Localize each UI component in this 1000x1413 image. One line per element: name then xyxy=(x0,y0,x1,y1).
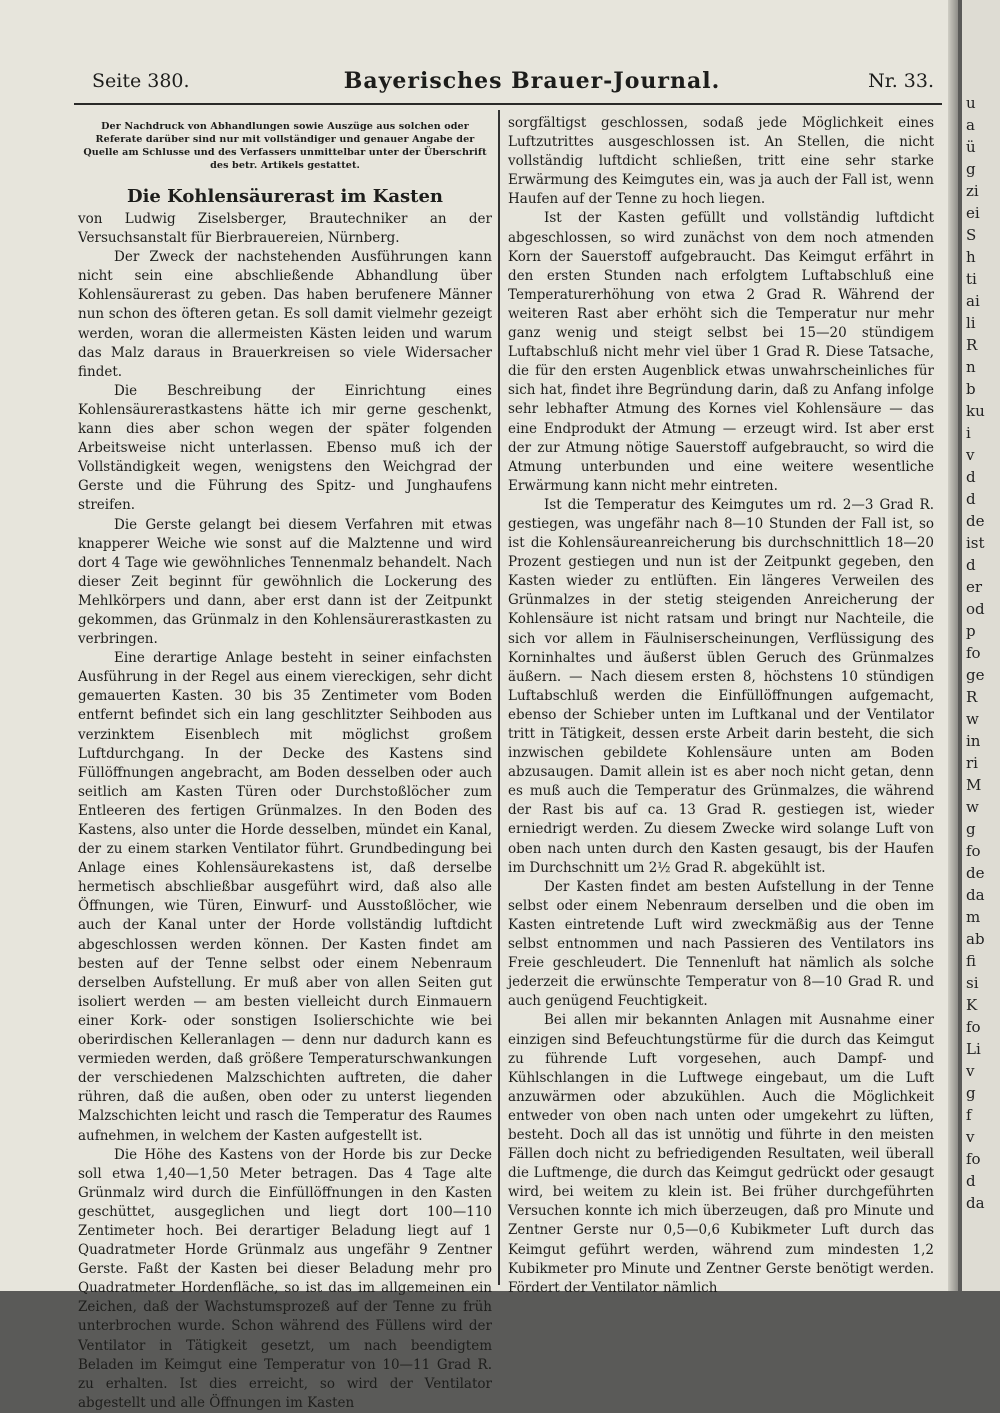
adjacent-page-fragment: de xyxy=(966,512,985,530)
adjacent-page-fragment: od xyxy=(966,600,985,618)
paragraph: Bei allen mir bekannten Anlagen mit Ausnahme einer einzigen sind Befeuchtungstürme für die durch das Keimgut zu führende Luft vorgesehen, auch Dampf- und Kühlschlangen in die Luftwege eingebaut, um die Luft anzuwärmen oder abzukühlen. Auch die Möglichkeit entweder von oben nach unten oder umgekehrt zu lüften, besteht. Doch all das ist unnötig und führte in den meisten Fällen doch nicht zu befriedigenden Resultaten, weil überall die Luftmenge, die durch das Keimgut gedrückt oder gesaugt wird, bei weitem zu klein ist. Bei früher durchgeführten Versuchen konnte ich mich überzeugen, daß pro Minute und Zentner Gerste nur 0,5—0,6 Kubikmeter Luft durch das Keimgut geführt werden, während zum mindesten 1,2 Kubikmeter pro Minute und Zentner Gerste benötigt werden. Fördert der Ventilator nämlich xyxy=(508,1012,934,1296)
adjacent-page-fragment: w xyxy=(966,710,979,728)
paragraph: Ist die Temperatur des Keimgutes um rd. 2—3 Grad R. gestiegen, was ungefähr nach 8—10 Stunden der Fall ist, so ist die Kohlensäureanreicherung bis durchschnittlich 18—20 Prozent gestiegen und nun ist der Zeitpunkt gegeben, den Kasten wieder zu entlüften. Ein längeres Verweilen des Grünmalzes in der stetig steigenden Anreicherung der Kohlensäure ist nicht ratsam und bringt nur Nachteile, die sich vor allem in Fäulniserscheinungen, Verflüssigung des Korninhaltes und äußerst üblen Geruch des Grünmalzes äußern. — Nach diesem ersten 8, höchstens 10 stündigen Luftabschluß werden die Einfüllöffnungen aufgemacht, ebenso der Schieber unten im Luftkanal und der Ventilator tritt in Tätigkeit, dessen erste Arbeit darin besteht, die sich inzwischen gebildete Kohlensäure unten am Boden abzusaugen. Damit allein ist es aber noch nicht getan, denn es muß auch die Temperatur des Grünmalzes, die während der Rast bis auf ca. 13 Grad R. gestiegen ist, wieder erniedrigt werden. Zu diesem Zwecke wird solange Luft von oben nach unten durch den Kasten gesaugt, bis der Haufen im Durchschnitt um 2½ Grad R. abgekühlt ist. xyxy=(508,496,934,876)
paragraph: sorgfältigst geschlossen, sodaß jede Möglichkeit eines Luftzutrittes ausgeschlossen ist. An Stellen, die nicht vollständig luftdicht schließen, tritt eine sehr starke Erwärmung des Keimgutes ein, was ja auch der Fall ist, wenn Haufen auf der Tenne zu hoch liegen. xyxy=(508,115,934,208)
paragraph: Die Gerste gelangt bei diesem Verfahren mit etwas knapperer Weiche wie sonst auf die Malztenne und wird dort 4 Tage wie gewöhnliches Tennenmalz behandelt. Nach dieser Zeit beginnt für gewöhnlich die Lockerung des Mehlkörpers und dann, aber erst dann ist der Zeitpunkt gekommen, das Grünmalz in den Kohlensäurerastkasten zu verbringen. xyxy=(78,516,492,648)
adjacent-page-fragment: ab xyxy=(966,930,985,948)
paragraph: Die Beschreibung der Einrichtung eines Kohlensäurerastkastens hätte ich mir gerne geschenkt, kann dies aber schon wegen der später folgenden Arbeitsweise nicht unterlassen. Ebenso muß ich der Vollständigkeit wegen, wenigstens den Weichgrad der Gerste und die Führung des Spitz- und Junghaufens streifen. xyxy=(78,382,492,514)
adjacent-page-fragment: w xyxy=(966,798,979,816)
column-divider xyxy=(498,110,500,1285)
adjacent-page-fragment: zi xyxy=(966,182,979,200)
adjacent-page-fragment: Li xyxy=(966,1040,981,1058)
page-header xyxy=(92,70,934,98)
adjacent-page-fragment: M xyxy=(966,776,982,794)
adjacent-page-fragment: fo xyxy=(966,842,981,860)
issue-number: Nr. 33. xyxy=(868,70,934,92)
adjacent-page-fragment: ei xyxy=(966,204,980,222)
adjacent-page-fragment: d xyxy=(966,468,976,486)
adjacent-page-fragment: ü xyxy=(966,138,976,156)
header-rule xyxy=(74,103,942,105)
adjacent-page-fragment: da xyxy=(966,886,985,904)
adjacent-page-fragment: R xyxy=(966,688,978,706)
article-byline: von Ludwig Ziselsberger, Brautechniker an der Versuchsanstalt für Bierbrauereien, Nürnberg. xyxy=(78,211,492,247)
paragraph: Eine derartige Anlage besteht in seiner einfachsten Ausführung in der Regel aus einem viereckigen, sehr dicht gemauerten Kasten. 30 bis 35 Zentimeter vom Boden entfernt befindet sich ein lang geschlitzter Seihboden aus verzinktem Eisenblech mit möglichst großem Luftdurchgang. In der Decke des Kastens sind Füllöffnungen angebracht, am Boden desselben oder auch seitlich am Kasten Türen oder Durchstoßlöcher zum Entleeren des fertigen Grünmalzes. In den Boden des Kastens, also unter die Horde desselben, mündet ein Kanal, der zu einem starken Ventilator führt. Grundbedingung bei Anlage eines Kohlensäurekastens ist, daß derselbe hermetisch abschließbar ausgeführt wird, daß also alle Öffnungen, wie Türen, Einwurf- und Ausstoßlöcher, wie auch der Kanal unter der Horde vollständig luftdicht abgeschlossen werden können. Der Kasten findet am besten auf der Tenne selbst oder einem Nebenraum derselben Aufstellung. Er muß aber von allen Seiten gut isoliert werden — am besten vielleicht durch Einmauern einer Kork- oder sonstigen Isolierschichte wie bei oberirdischen Kelleranlagen — denn nur dadurch kann es vermieden werden, daß größere Temperaturschwankungen der verschiedenen Malzschichten auftreten, die daher rühren, daß die außen, oben oder zu unterst liegenden Malzschichten leicht und rasch die Temperatur des Raumes aufnehmen, in welchem der Kasten aufgestellt ist. xyxy=(78,650,492,1144)
adjacent-page-fragment: h xyxy=(966,248,976,266)
adjacent-page-fragment: er xyxy=(966,578,983,596)
adjacent-page-edge xyxy=(962,0,1000,1291)
adjacent-page-fragment: i xyxy=(966,424,971,442)
adjacent-page-fragment: si xyxy=(966,974,979,992)
adjacent-page-fragment: ti xyxy=(966,270,977,288)
adjacent-page-fragment: d xyxy=(966,556,976,574)
adjacent-page-fragment: fi xyxy=(966,952,977,970)
article-title: Die Kohlensäurerast im Kasten xyxy=(126,186,443,207)
adjacent-page-fragment: g xyxy=(966,160,976,178)
adjacent-page-fragment: v xyxy=(966,446,975,464)
adjacent-page-fragment: n xyxy=(966,358,976,376)
journal-title: Bayerisches Brauer-Journal. xyxy=(343,68,721,94)
adjacent-page-fragment: fo xyxy=(966,1018,981,1036)
adjacent-page-fragment: li xyxy=(966,314,976,332)
adjacent-page-fragment: fo xyxy=(966,644,981,662)
reprint-notice: Der Nachdruck von Abhandlungen sowie Auszüge aus solchen oder Referate darüber sind nur mit vollständiger und genauer Angabe der Quelle am Schlusse und des Verfassers unmittelbar unter der Überschrift des betr. Artikels gestattet. xyxy=(83,121,487,171)
adjacent-page-fragment: ge xyxy=(966,666,985,684)
adjacent-page-fragment: v xyxy=(966,1128,975,1146)
left-column xyxy=(78,112,492,1411)
adjacent-page-fragment: d xyxy=(966,1172,976,1190)
adjacent-page-fragment: S xyxy=(966,226,977,244)
adjacent-page-fragment: b xyxy=(966,380,976,398)
right-column xyxy=(508,114,934,1296)
adjacent-page-fragment: f xyxy=(966,1106,972,1124)
adjacent-page-fragment: ri xyxy=(966,754,978,772)
page-gutter xyxy=(948,0,958,1291)
paragraph: Der Kasten findet am besten Aufstellung in der Tenne selbst oder einem Nebenraum derselben und die oben im Kasten eintretende Luft wird zweckmäßig aus der Tenne selbst entnommen und nach Passieren des Ventilators ins Freie geschleudert. Die Tennenluft hat nämlich als solche jederzeit die erwünschte Temperatur von 8—10 Grad R. und auch genügend Feuchtigkeit. xyxy=(508,878,934,1010)
adjacent-page-fragment: d xyxy=(966,490,976,508)
adjacent-page-fragment: ist xyxy=(966,534,985,552)
adjacent-page-fragment: ai xyxy=(966,292,980,310)
paragraph: Der Zweck der nachstehenden Ausführungen kann nicht sein eine abschließende Abhandlung über Kohlensäurerast zu geben. Das haben berufenere Männer nun schon des öfteren getan. Es soll damit vielmehr gezeigt werden, woran die allermeisten Kästen leiden und warum das Malz daraus in Brauerkreisen so viele Widersacher findet. xyxy=(78,249,492,380)
adjacent-page-fragment: in xyxy=(966,732,981,750)
paragraph: Ist der Kasten gefüllt und vollständig luftdicht abgeschlossen, so wird zunächst von dem noch atmenden Korn der Sauerstoff aufgebraucht. Das Keimgut erfährt in den ersten Stunden nach erfolgtem Luftabschluß eine Temperaturerhöhung von etwa 2 Grad R. Während der weiteren Rast aber erhöht sich die Temperatur nur mehr ganz wenig und steigt selbst bei 15—20 stündigem Luftabschluß nicht mehr viel über 1 Grad R. Diese Tatsache, die für den ersten Augenblick etwas unwahrscheinliches für sich hat, findet ihre Begründung darin, daß zu Anfang infolge sehr lebhafter Atmung des Kornes viel Kohlensäure — das eine Endprodukt der Atmung — erzeugt wird. Ist aber erst der zur Atmung nötige Sauerstoff aufgebraucht, so wird die Atmung unterbunden und eine weitere wesentliche Erwärmung kann nicht mehr eintreten. xyxy=(508,210,934,494)
adjacent-page-fragment: m xyxy=(966,908,981,926)
adjacent-page-fragment: ku xyxy=(966,402,985,420)
adjacent-page-fragment: a xyxy=(966,116,975,134)
adjacent-page-fragment: da xyxy=(966,1194,985,1212)
page-number: Seite 380. xyxy=(92,70,190,92)
adjacent-page-fragment: p xyxy=(966,622,976,640)
adjacent-page-fragment: u xyxy=(966,94,976,112)
adjacent-page-fragment: g xyxy=(966,820,976,838)
paragraph: Die Höhe des Kastens von der Horde bis zur Decke soll etwa 1,40—1,50 Meter betragen. Das 4 Tage alte Grünmalz wird durch die Einfüllöffnungen in den Kasten geschüttet, ausgeglichen und liegt dort 100—110 Zentimeter hoch. Bei derartiger Beladung liegt auf 1 Quadratmeter Horde Grünmalz aus ungefähr 9 Zentner Gerste. Faßt der Kasten bei dieser Beladung mehr pro Quadratmeter Hordenfläche, so ist das im allgemeinen ein Zeichen, daß der Wachstumsprozeß auf der Tenne zu früh unterbrochen wurde. Schon während des Füllens wird der Ventilator in Tätigkeit gesetzt, um nach beendigtem Beladen im Keimgut eine Temperatur von 10—11 Grad R. zu erhalten. Ist dies erreicht, so wird der Ventilator abgestellt und alle Öffnungen im Kasten xyxy=(78,1146,492,1411)
adjacent-page-fragment: de xyxy=(966,864,985,882)
adjacent-page-fragment: v xyxy=(966,1062,975,1080)
adjacent-page-fragment: K xyxy=(966,996,978,1014)
adjacent-page-fragment: g xyxy=(966,1084,976,1102)
adjacent-page-fragment: R xyxy=(966,336,978,354)
adjacent-page-fragment: fo xyxy=(966,1150,981,1168)
